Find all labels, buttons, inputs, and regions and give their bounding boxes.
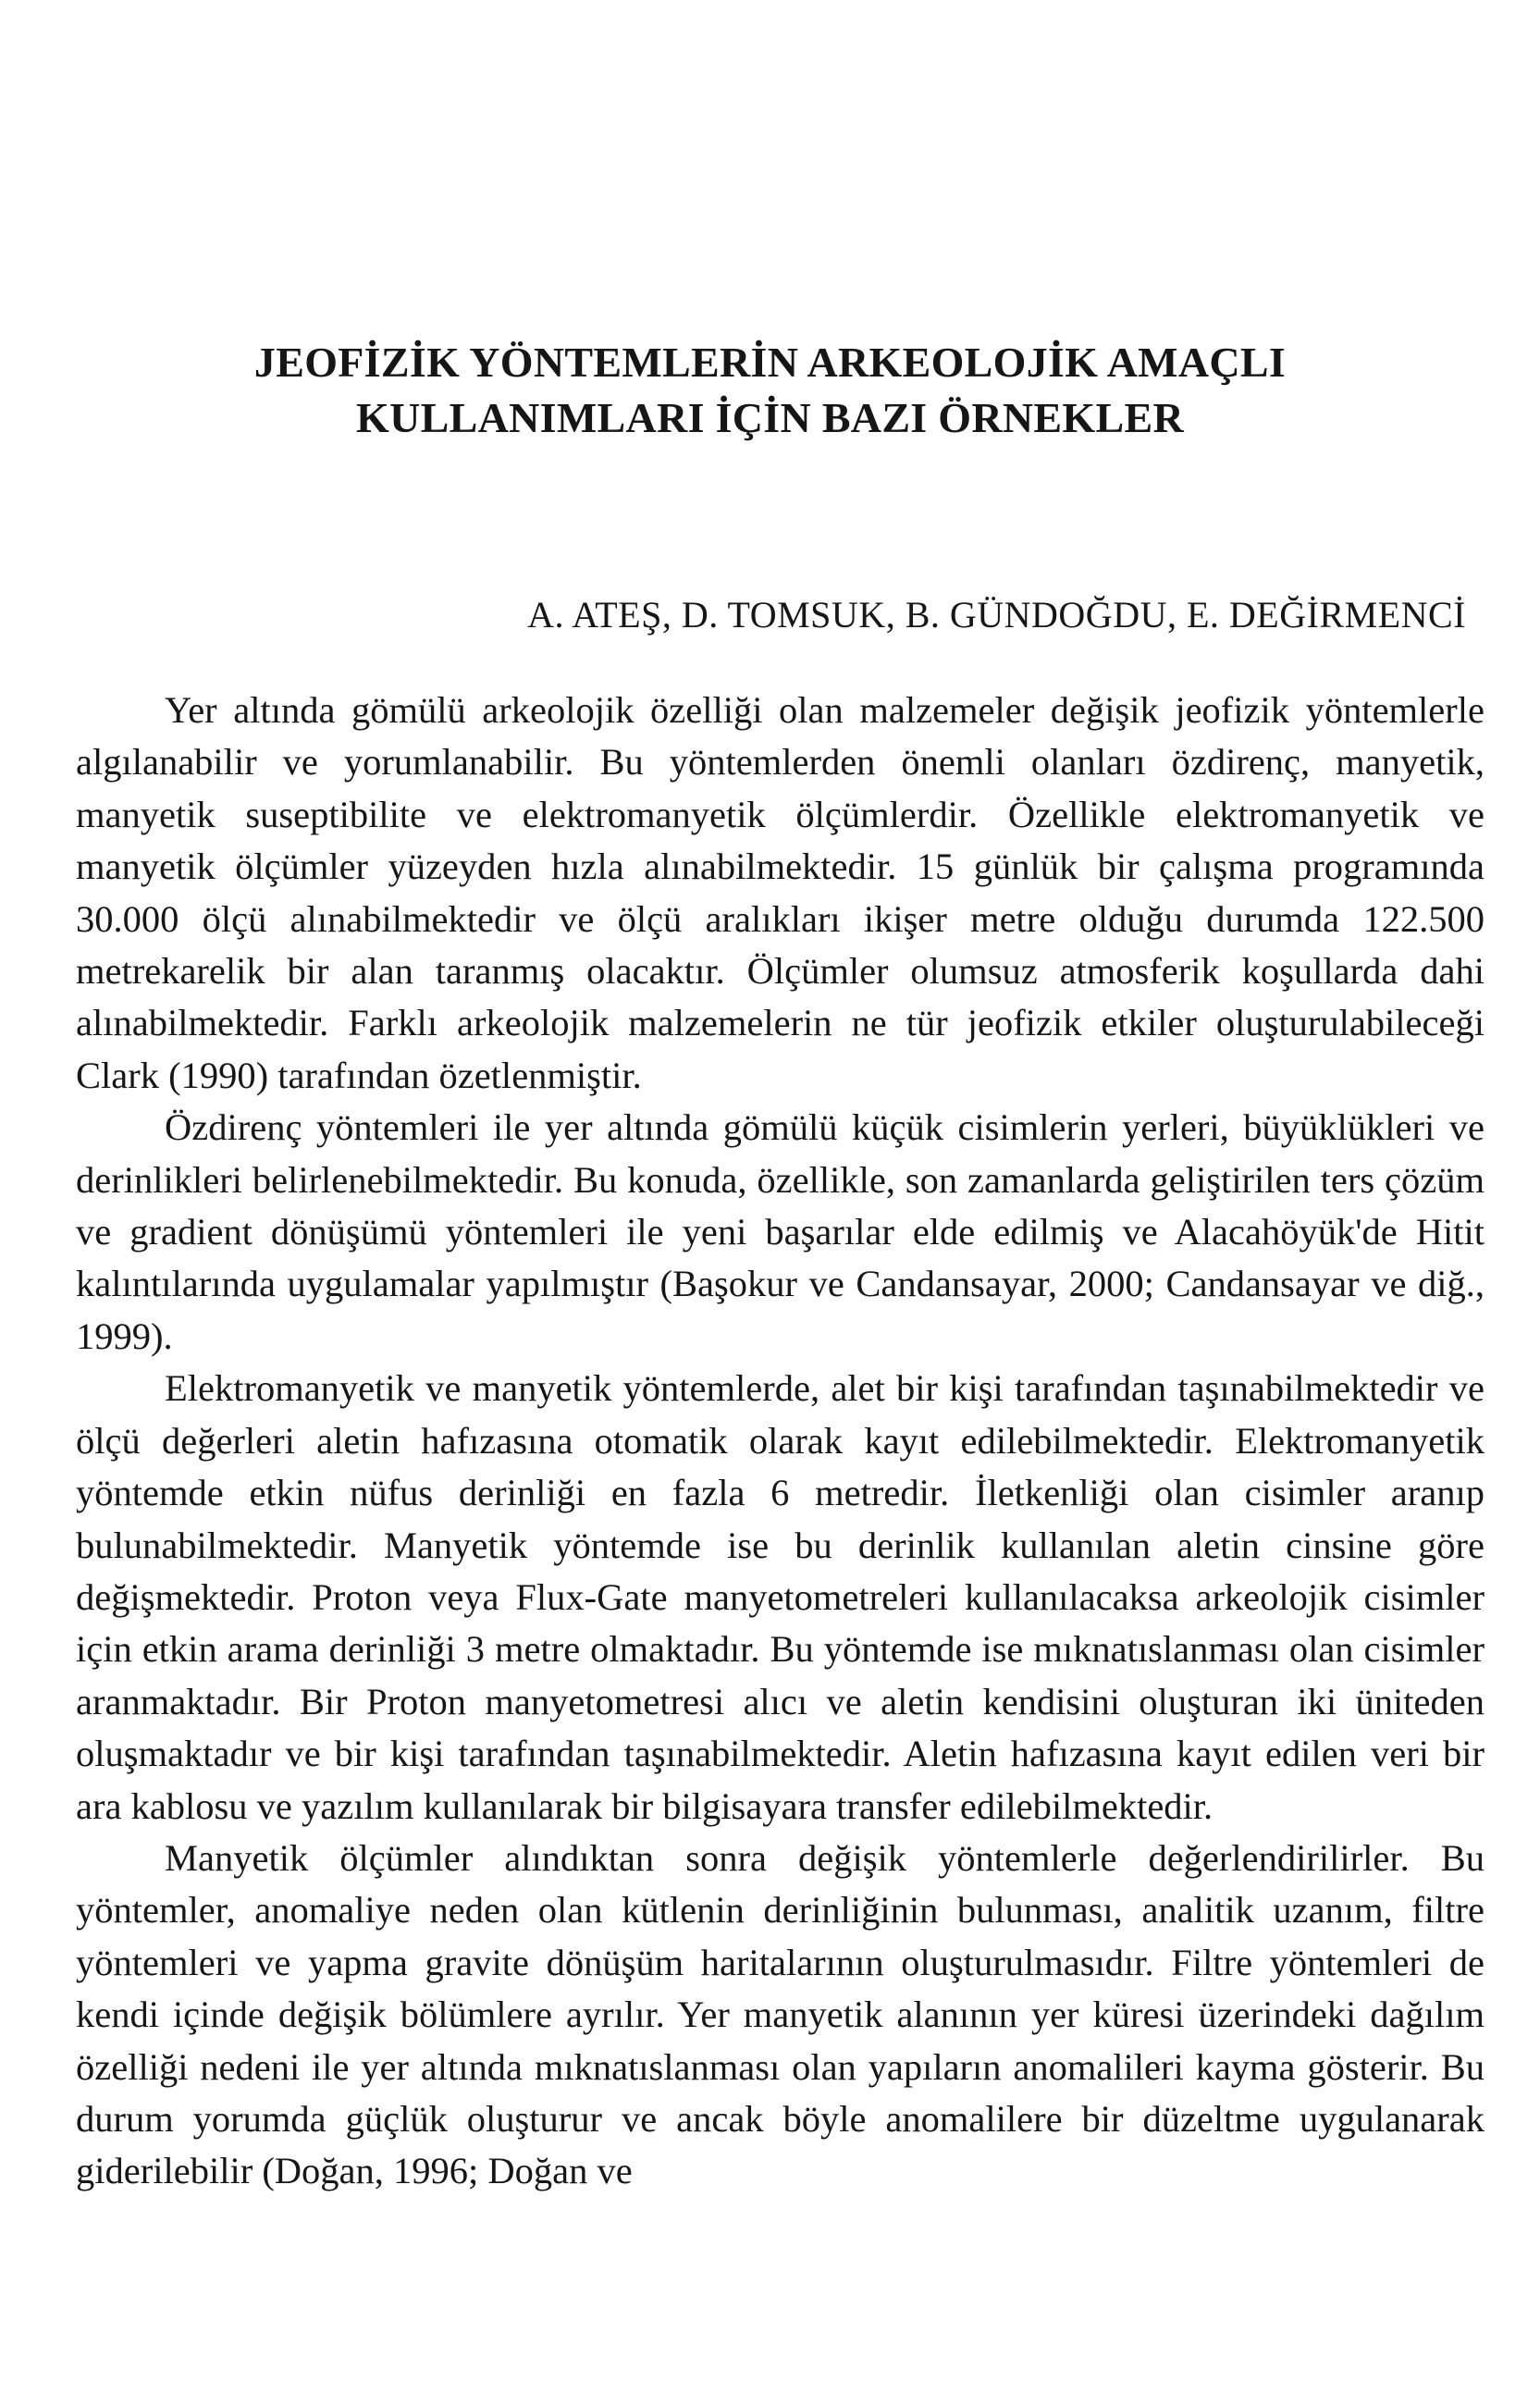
title-line-1: JEOFİZİK YÖNTEMLERİN ARKEOLOJİK AMAÇLI: [253, 339, 1287, 386]
author-list: A. ATEŞ, D. TOMSUK, B. GÜNDOĞDU, E. DEĞİRMENCİ: [527, 594, 1466, 636]
body-text: [76, 685, 1485, 2198]
paper-title: [139, 335, 1401, 446]
title-line-2: KULLANIMLARI İÇİN BAZI ÖRNEKLER: [356, 394, 1184, 441]
paragraph-4: Manyetik ölçümler alındıktan sonra değişik yöntemlerle değerlendirilirler. Bu yöntemler, anomaliye neden olan kütlenin derinliğinin bulunması, analitik uzanım, filtre yöntemleri ve yapma gravite dönüşüm haritalarının oluşturulmasıdır. Filtre yöntemleri de kendi içinde değişik bölümlere ayrılır. Yer manyetik alanının yer küresi üzerindeki dağılım özelliği nedeni ile yer altında mıknatıslanması olan yapıların anomalileri kayma gösterir. Bu durum yorumda güçlük oluşturur ve ancak böyle anomalilere bir düzeltme uygulanarak giderilebilir (Doğan, 1996; Doğan ve: [76, 1836, 1485, 2192]
paragraph-3: Elektromanyetik ve manyetik yöntemlerde, alet bir kişi tarafından taşınabilmektedir ve ölçü değerleri aletin hafızasına otomatik olarak kayıt edilebilmektedir. Elektromanyetik yöntemde etkin nüfus derinliği en fazla 6 metredir. İletkenliği olan cisimler aranıp bulunabilmektedir. Manyetik yöntemde ise bu derinlik kullanılan aletin cinsine göre değişmektedir. Proton veya Flux-Gate manyetometreleri kullanılacaksa arkeolojik cisimler için etkin arama derinliği 3 metre olmaktadır. Bu yöntemde ise mıknatıslanması olan cisimler aranmaktadır. Bir Proton manyetometresi alıcı ve aletin kendisini oluşturan iki üniteden oluşmaktadır ve bir kişi tarafından taşınabilmektedir. Aletin hafızasına kayıt edilen veri bir ara kablosu ve yazılım kullanılarak bir bilgisayara transfer edilebilmektedir.: [76, 1367, 1485, 1827]
paragraph-1: Yer altında gömülü arkeolojik özelliği olan malzemeler değişik jeofizik yöntemlerle algılanabilir ve yorumlanabilir. Bu yöntemlerden önemli olanları özdirenç, manyetik, manyetik suseptibilite ve elektromanyetik ölçümlerdir. Özellikle elektromanyetik ve manyetik ölçümler yüzeyden hızla alınabilmektedir. 15 günlük bir çalışma programında 30.000 ölçü alınabilmektedir ve ölçü aralıkları ikişer metre olduğu durumda 122.500 metrekarelik bir alan taranmış olacaktır. Ölçümler olumsuz atmosferik koşullarda dahi alınabilmektedir. Farklı arkeolojik malzemelerin ne tür jeofizik etkiler oluşturulabileceği Clark (1990) tarafından özetlenmiştir.: [76, 689, 1485, 1096]
paragraph-2: Özdirenç yöntemleri ile yer altında gömülü küçük cisimlerin yerleri, büyüklükleri ve derinlikleri belirlenebilmektedir. Bu konuda, özellikle, son zamanlarda geliştirilen ters çözüm ve gradient dönüşümü yöntemleri ile yeni başarılar elde edilmiş ve Alacahöyük'de Hitit kalıntılarında uygulamalar yapılmıştır (Başokur ve Candansayar, 2000; Candansayar ve diğ., 1999).: [76, 1106, 1485, 1357]
